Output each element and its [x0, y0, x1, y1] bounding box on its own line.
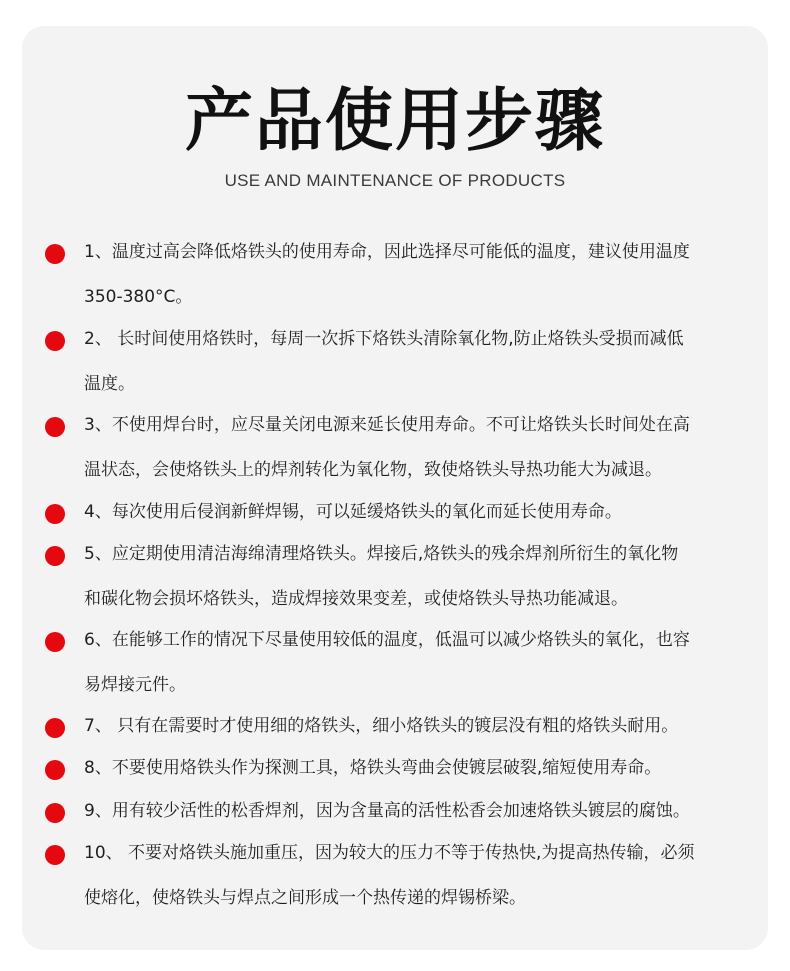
red-dot-icon [45, 718, 65, 738]
step-text [84, 618, 752, 708]
red-dot-icon [45, 331, 65, 351]
step-text-line: 和碳化物会损坏烙铁头，造成焊接效果变差，或使烙铁头导热功能减退。 [84, 589, 628, 609]
red-dot-icon [45, 546, 65, 566]
step-text-line: 5、应定期使用清洁海绵清理烙铁头。焊接后,烙铁头的残余焊剂所衍生的氧化物 [84, 544, 679, 564]
step-text-line: 10、 不要对烙铁头施加重压，因为较大的压力不等于传热快,为提高热传输，必须 [84, 843, 695, 863]
step-text [84, 746, 752, 791]
page-title: 产品使用步骤 [184, 82, 605, 161]
step-text [84, 789, 752, 834]
step-text [84, 317, 752, 407]
step-text [84, 831, 752, 921]
red-dot-icon [45, 760, 65, 780]
step-text-line: 9、用有较少活性的松香焊剂，因为含量高的活性松香会加速烙铁头镀层的腐蚀。 [84, 801, 690, 821]
step-text-line: 6、在能够工作的情况下尽量使用较低的温度，低温可以减少烙铁头的氧化，也容 [84, 630, 690, 650]
step-text [84, 704, 752, 749]
red-dot-icon [45, 504, 65, 524]
step-text-line: 7、 只有在需要时才使用细的烙铁头，细小烙铁头的镀层没有粗的烙铁头耐用。 [84, 716, 679, 736]
step-text-line: 温度。 [84, 374, 135, 394]
step-text-line: 4、每次使用后侵润新鲜焊锡，可以延缓烙铁头的氧化而延长使用寿命。 [84, 502, 622, 522]
step-text-line: 8、不要使用烙铁头作为探测工具，烙铁头弯曲会使镀层破裂,缩短使用寿命。 [84, 758, 662, 778]
step-text-line: 易焊接元件。 [84, 675, 186, 695]
step-text [84, 532, 752, 622]
step-text-line: 1、温度过高会降低烙铁头的使用寿命，因此选择尽可能低的温度，建议使用温度 [84, 242, 690, 262]
step-text-line: 350-380°C。 [84, 287, 193, 307]
step-text-line: 使熔化，使烙铁头与焊点之间形成一个热传递的焊锡桥梁。 [84, 888, 526, 908]
red-dot-icon [45, 417, 65, 437]
step-text [84, 490, 752, 535]
red-dot-icon [45, 244, 65, 264]
step-text [84, 403, 752, 493]
red-dot-icon [45, 632, 65, 652]
step-text-line: 温状态，会使烙铁头上的焊剂转化为氧化物，致使烙铁头导热功能大为减退。 [84, 460, 662, 480]
step-text [84, 230, 752, 320]
red-dot-icon [45, 803, 65, 823]
page-subtitle: USE AND MAINTENANCE OF PRODUCTS [224, 171, 566, 190]
red-dot-icon [45, 845, 65, 865]
step-text-line: 2、 长时间使用烙铁时，每周一次拆下烙铁头清除氧化物,防止烙铁头受损而减低 [84, 329, 684, 349]
step-text-line: 3、不使用焊台时，应尽量关闭电源来延长使用寿命。不可让烙铁头长时间处在高 [84, 415, 690, 435]
